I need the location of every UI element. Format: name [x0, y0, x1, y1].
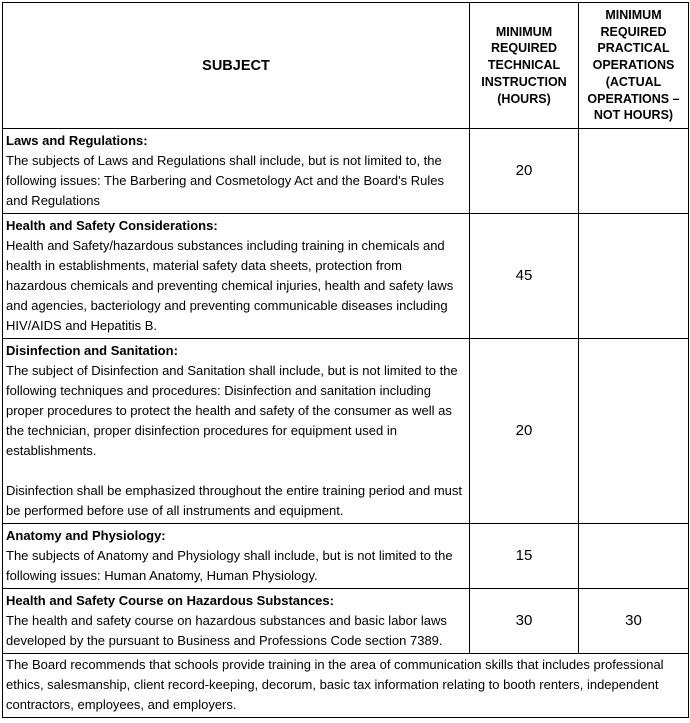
subject-title: Health and Safety Considerations: — [6, 218, 218, 233]
subject-cell — [3, 339, 470, 524]
subject-cell — [3, 214, 470, 339]
subject-description: The subject of Disinfection and Sanitation shall include, but is not limited to the following techniques and procedures: Disinfection and sanitation including proper procedures to protect the health and safety of the consumer as well as the technician, proper disinfection procedures for equipment used in establishments. Disinfection shall be emphasized throughout the entire training period and must be performed before use of all instruments and equipment. — [6, 363, 462, 518]
practical-operations-cell — [579, 129, 689, 214]
technical-hours-cell: 20 — [470, 129, 579, 214]
technical-hours-cell: 45 — [470, 214, 579, 339]
subject-title: Disinfection and Sanitation: — [6, 343, 178, 358]
subject-description: The health and safety course on hazardous substances and basic labor laws developed by the pursuant to Business and Professions Code section 7389. — [6, 613, 447, 648]
technical-hours-cell: 20 — [470, 339, 579, 524]
subject-cell — [3, 129, 470, 214]
table-row — [3, 129, 689, 214]
practical-operations-cell: 30 — [579, 589, 689, 654]
practical-operations-cell — [579, 339, 689, 524]
subject-title: Laws and Regulations: — [6, 133, 148, 148]
subject-title: Health and Safety Course on Hazardous Substances: — [6, 593, 334, 608]
table-row — [3, 339, 689, 524]
subject-description: The subjects of Laws and Regulations shall include, but is not limited to, the following issues: The Barbering and Cosmetology Act and the Board's Rules and Regulations — [6, 153, 444, 208]
header-subject: SUBJECT — [3, 3, 470, 129]
footer-note: The Board recommends that schools provide training in the area of communication skills that includes professional ethics, salesmanship, client record-keeping, decorum, basic tax information relating to booth renters, independent contractors, employees, and employers. — [3, 654, 689, 718]
practical-operations-cell — [579, 524, 689, 589]
table-row — [3, 589, 689, 654]
practical-operations-cell — [579, 214, 689, 339]
technical-hours-cell: 30 — [470, 589, 579, 654]
technical-hours-cell: 15 — [470, 524, 579, 589]
curriculum-table — [2, 2, 689, 718]
subject-cell — [3, 589, 470, 654]
header-row — [3, 3, 689, 129]
subject-description: The subjects of Anatomy and Physiology shall include, but is not limited to the following issues: Human Anatomy, Human Physiology. — [6, 548, 453, 583]
table-row — [3, 524, 689, 589]
header-practical-operations: MINIMUM REQUIRED PRACTICAL OPERATIONS (ACTUAL OPERATIONS – NOT HOURS) — [579, 3, 689, 129]
subject-title: Anatomy and Physiology: — [6, 528, 166, 543]
footer-row — [3, 654, 689, 718]
subject-description: Health and Safety/hazardous substances including training in chemicals and health in establishments, material safety data sheets, protection from hazardous chemicals and preventing chemical injuries, health and safety laws and agencies, bacteriology and preventing communicable diseases including HIV/AIDS and Hepatitis B. — [6, 238, 454, 333]
subject-cell — [3, 524, 470, 589]
table-row — [3, 214, 689, 339]
header-technical-hours: MINIMUM REQUIRED TECHNICAL INSTRUCTION (HOURS) — [470, 3, 579, 129]
